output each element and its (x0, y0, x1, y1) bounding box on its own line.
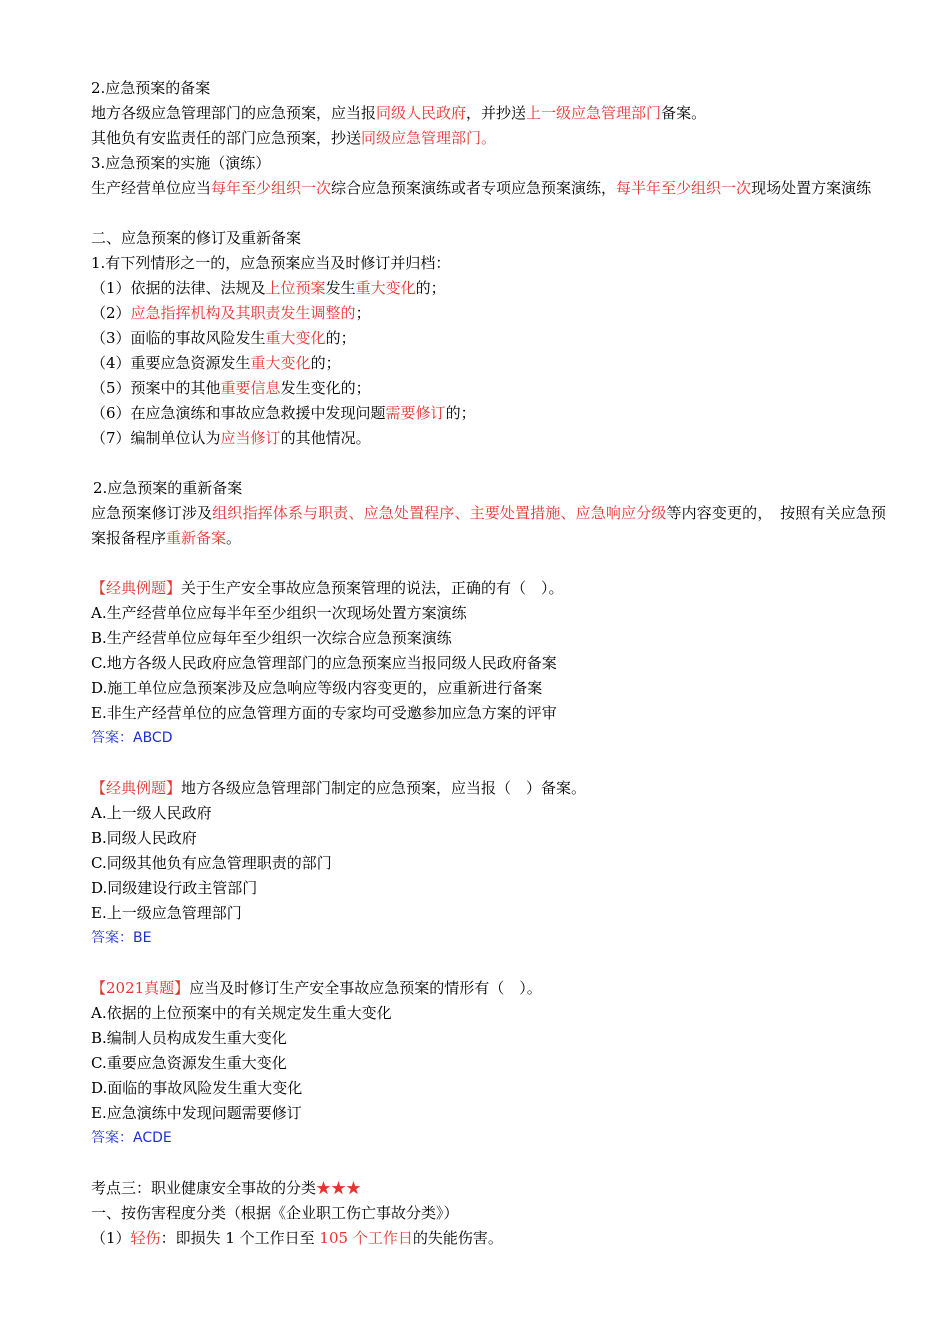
revision-item-3 (91, 326, 886, 351)
topic-title: 考点三：职业健康安全事故的分类 (91, 1179, 317, 1197)
revision-item-2 (91, 301, 886, 326)
text: 的其他情况。 (280, 429, 371, 447)
topic3-heading (91, 1176, 886, 1201)
text: 其他负有安监责任的部门应急预案，抄送 (91, 129, 362, 147)
text: 。 (226, 529, 242, 547)
text: （5）预案中的其他 (91, 379, 221, 397)
question-3-stem (91, 976, 886, 1001)
text: ； (355, 304, 371, 322)
text: （7）编制单位认为 (91, 429, 221, 447)
topic3-item-1 (91, 1226, 886, 1251)
highlight: 需要修订 (385, 404, 446, 422)
revision-item-7 (91, 426, 886, 451)
highlight: 上一级应急管理部门 (526, 104, 662, 122)
text: 综合应急预案演练或者专项应急预案演练， (331, 179, 617, 197)
question-2-answer: 答案：BE (91, 930, 152, 946)
filing-line-2 (91, 126, 886, 151)
refile-paragraph (91, 501, 886, 551)
question-3-option-d: D.面临的事故风险发生重大变化 (91, 1079, 303, 1097)
question-3-option-a: A.依据的上位预案中的有关规定发生重大变化 (91, 1004, 392, 1022)
question-1-stem (91, 576, 886, 601)
topic3-subheading: 一、按伤害程度分类（根据《企业职工伤亡事故分类》） (91, 1204, 459, 1222)
question-1-option-b: B.生产经营单位应每年至少组织一次综合应急预案演练 (91, 629, 452, 647)
highlight: 重要信息 (220, 379, 281, 397)
text: 发生 (325, 279, 356, 297)
question-tag: 【2021真题】 (91, 979, 190, 997)
question-2-option-d: D.同级建设行政主管部门 (91, 879, 258, 897)
implementation-heading: 3.应急预案的实施（演练） (91, 154, 271, 172)
question-1-answer: 答案：ABCD (91, 730, 173, 746)
question-2-option-b: B.同级人民政府 (91, 829, 197, 847)
text: ：即损失 1 个工作日至 (160, 1229, 320, 1247)
revision-heading: 二、应急预案的修订及重新备案 (91, 229, 302, 247)
revision-item-5 (91, 376, 886, 401)
question-tag: 【经典例题】 (91, 579, 182, 597)
highlight: 105 个工作日 (319, 1229, 413, 1247)
question-text: 关于生产安全事故应急预案管理的说法，正确的有（ ）。 (181, 579, 564, 597)
highlight: 应当修订 (220, 429, 281, 447)
text: 的； (445, 404, 476, 422)
question-2-option-a: A.上一级人民政府 (91, 804, 212, 822)
highlight: 重大变化 (265, 329, 326, 347)
question-2-stem (91, 776, 886, 801)
highlight: 重大变化 (355, 279, 416, 297)
highlight: 每年至少组织一次 (211, 179, 332, 197)
revision-item-4 (91, 351, 886, 376)
question-3-option-b: B.编制人员构成发生重大变化 (91, 1029, 287, 1047)
revision-intro: 1.有下列情形之一的，应急预案应当及时修订并归档： (91, 254, 451, 272)
highlight: 组织指挥体系与职责、应急处置程序、主要处置措施、应急响应分级 (212, 504, 667, 522)
highlight: 上位预案 (265, 279, 326, 297)
question-1-option-d: D.施工单位应急预案涉及应急响应等级内容变更的，应重新进行备案 (91, 679, 543, 697)
text: 生产经营单位应当 (91, 179, 212, 197)
highlight: 重新备案 (166, 529, 227, 547)
text: （3）面临的事故风险发生 (91, 329, 266, 347)
text: 地方各级应急管理部门的应急预案，应当报 (91, 104, 377, 122)
filing-heading: 2.应急预案的备案 (91, 79, 211, 97)
text: 的失能伤害。 (412, 1229, 503, 1247)
text: （2） (91, 304, 131, 322)
highlight: 同级应急管理部门。 (361, 129, 497, 147)
implementation-paragraph (91, 176, 886, 201)
question-tag: 【经典例题】 (91, 779, 182, 797)
revision-item-1 (91, 276, 886, 301)
revision-item-6 (91, 401, 886, 426)
text: 等内容变更的， 按照有关应急预案报备程序 (91, 504, 886, 547)
question-3-option-c: C.重要应急资源发生重大变化 (91, 1054, 287, 1072)
text: 的； (310, 354, 341, 372)
question-1-option-a: A.生产经营单位应每半年至少组织一次现场处置方案演练 (91, 604, 467, 622)
text: 应急预案修订涉及 (91, 504, 213, 522)
text: 发生变化的； (280, 379, 371, 397)
question-text: 应当及时修订生产安全事故应急预案的情形有（ ）。 (189, 979, 542, 997)
text: ，并抄送 (466, 104, 527, 122)
highlight: 每半年至少组织一次 (616, 179, 752, 197)
question-2-option-e: E.上一级应急管理部门 (91, 904, 242, 922)
document-page (91, 76, 886, 1251)
question-text: 地方各级应急管理部门制定的应急预案，应当报（ ）备案。 (181, 779, 587, 797)
question-1-option-e: E.非生产经营单位的应急管理方面的专家均可受邀参加应急方案的评审 (91, 704, 557, 722)
highlight: 同级人民政府 (376, 104, 467, 122)
question-3-answer: 答案：ACDE (91, 1130, 172, 1146)
text: 的； (325, 329, 356, 347)
question-1-option-c: C.地方各级人民政府应急管理部门的应急预案应当报同级人民政府备案 (91, 654, 557, 672)
text: 现场处置方案演练 (751, 179, 872, 197)
text: 的； (415, 279, 446, 297)
text: （4）重要应急资源发生 (91, 354, 251, 372)
highlight: 重大变化 (250, 354, 311, 372)
highlight: 应急指挥机构及其职责发生调整的 (130, 304, 356, 322)
refile-heading: 2.应急预案的重新备案 (93, 479, 243, 497)
question-2-option-c: C.同级其他负有应急管理职责的部门 (91, 854, 332, 872)
text: （6）在应急演练和事故应急救援中发现问题 (91, 404, 386, 422)
highlight: 轻伤 (130, 1229, 161, 1247)
star-rating-icon: ★★★ (316, 1179, 362, 1197)
text: 备案。 (661, 104, 707, 122)
text: （1）依据的法律、法规及 (91, 279, 266, 297)
filing-line-1 (91, 101, 886, 126)
question-3-option-e: E.应急演练中发现问题需要修订 (91, 1104, 302, 1122)
text: （1） (91, 1229, 131, 1247)
